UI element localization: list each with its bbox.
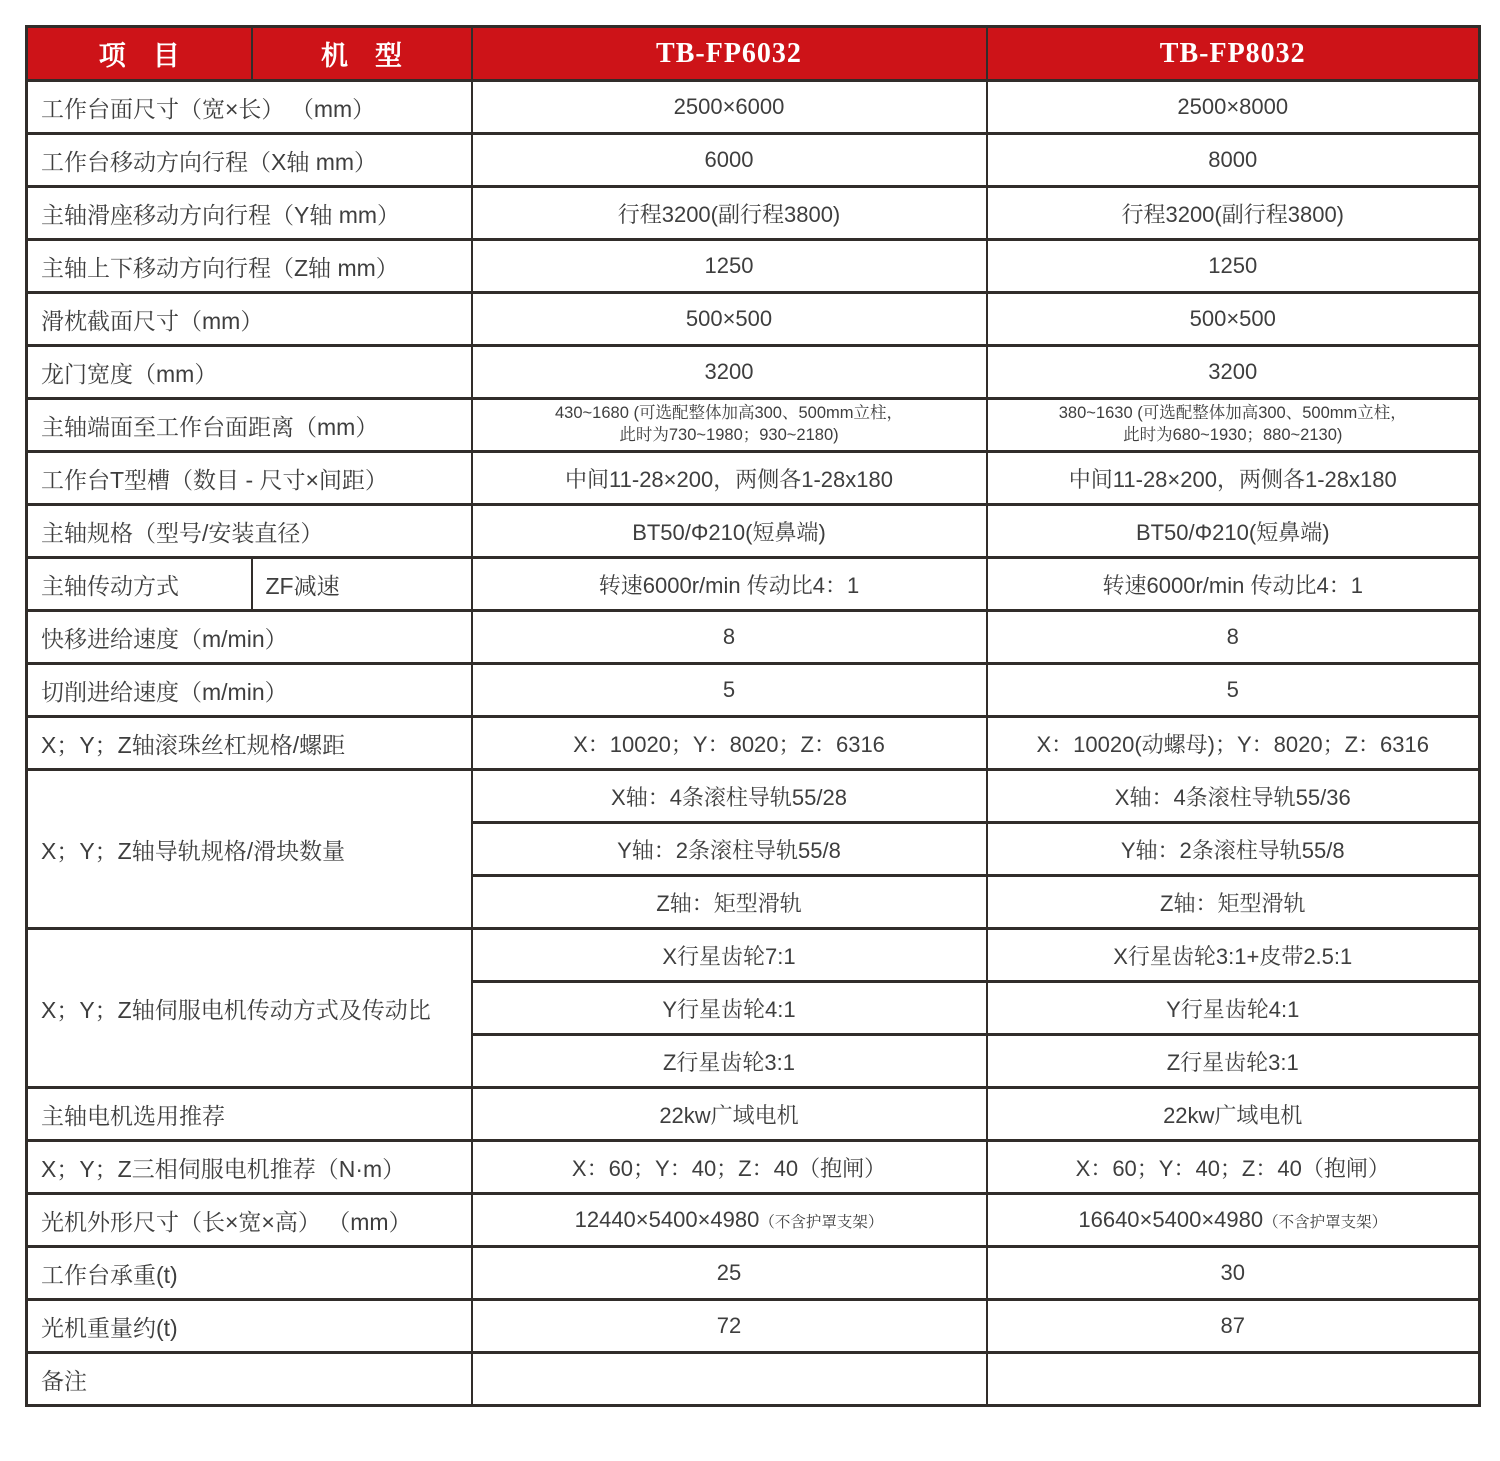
header-item: 项 目 [27, 27, 252, 81]
spec-label: 光机重量约(t) [27, 1300, 472, 1353]
value-fp6032: X行星齿轮7:1 [472, 929, 987, 982]
value-fp8032: 30 [987, 1247, 1480, 1300]
spec-label: X；Y；Z三相伺服电机推荐（N·m） [27, 1141, 472, 1194]
value-fp6032: Y轴：2条滚柱导轨55/8 [472, 823, 987, 876]
value-fp6032: 中间11-28×200，两侧各1-28x180 [472, 452, 987, 505]
value-fp6032: Z行星齿轮3:1 [472, 1035, 987, 1088]
table-row [27, 1141, 1480, 1194]
table-row [27, 1247, 1480, 1300]
value-fp8032: BT50/Φ210(短鼻端) [987, 505, 1480, 558]
value-fp8032: 1250 [987, 240, 1480, 293]
value-fp6032 [472, 1353, 987, 1406]
table-row [27, 1353, 1480, 1406]
spec-label: 光机外形尺寸（长×宽×高） （mm） [27, 1194, 472, 1247]
table-row [27, 770, 1480, 823]
table-row [27, 134, 1480, 187]
value-fp6032 [472, 399, 987, 452]
value-fp8032: 500×500 [987, 293, 1480, 346]
spec-label: 快移进给速度（m/min） [27, 611, 472, 664]
value-line-1: 430~1680 (可选配整体加高300、500mm立柱， [555, 404, 903, 423]
value-fp8032 [987, 399, 1480, 452]
value-fp6032: 500×500 [472, 293, 987, 346]
value-fp8032 [987, 1194, 1480, 1247]
value-fp8032: 行程3200(副行程3800) [987, 187, 1480, 240]
value-fp6032: 8 [472, 611, 987, 664]
value-fp6032: X：60；Y：40；Z：40（抱闸） [472, 1141, 987, 1194]
spec-label: 主轴电机选用推荐 [27, 1088, 472, 1141]
dimension-value: 12440×5400×4980 [574, 1207, 760, 1232]
table-row [27, 717, 1480, 770]
spec-label: 主轴端面至工作台面距离（mm） [27, 399, 472, 452]
table-row [27, 558, 1480, 611]
machine-spec-table [25, 25, 1481, 1407]
spec-label: X；Y；Z轴伺服电机传动方式及传动比 [27, 929, 472, 1088]
header-model-fp8032: TB-FP8032 [987, 27, 1480, 81]
header-model-fp6032: TB-FP6032 [472, 27, 987, 81]
spec-label: X；Y；Z轴导轨规格/滑块数量 [27, 770, 472, 929]
dimension-note: （不含护罩支架） [759, 1214, 884, 1231]
value-fp6032: Y行星齿轮4:1 [472, 982, 987, 1035]
table-row [27, 1300, 1480, 1353]
spec-label: 主轴上下移动方向行程（Z轴 mm） [27, 240, 472, 293]
spec-label: X；Y；Z轴滚珠丝杠规格/螺距 [27, 717, 472, 770]
table-body [27, 81, 1480, 1406]
spec-label: 切削进给速度（m/min） [27, 664, 472, 717]
value-fp6032: X轴：4条滚柱导轨55/28 [472, 770, 987, 823]
value-fp6032: Z轴：矩型滑轨 [472, 876, 987, 929]
value-fp8032 [987, 1353, 1480, 1406]
spec-label: 龙门宽度（mm） [27, 346, 472, 399]
spec-label: 主轴规格（型号/安装直径） [27, 505, 472, 558]
value-fp6032: 1250 [472, 240, 987, 293]
value-fp6032: 6000 [472, 134, 987, 187]
table-row [27, 81, 1480, 134]
value-line-2: 此时为680~1930；880~2130) [1123, 426, 1343, 444]
header-row [27, 27, 1480, 81]
spec-sublabel: ZF减速 [252, 558, 472, 611]
value-fp8032: 中间11-28×200，两侧各1-28x180 [987, 452, 1480, 505]
spec-label: 主轴滑座移动方向行程（Y轴 mm） [27, 187, 472, 240]
table-row [27, 1088, 1480, 1141]
value-fp8032: X行星齿轮3:1+皮带2.5:1 [987, 929, 1480, 982]
value-fp8032: 5 [987, 664, 1480, 717]
table-row [27, 664, 1480, 717]
value-fp8032: 2500×8000 [987, 81, 1480, 134]
spec-label: 主轴传动方式 [27, 558, 252, 611]
table-row [27, 929, 1480, 982]
value-line-1: 380~1630 (可选配整体加高300、500mm立柱， [1058, 404, 1407, 423]
value-fp8032: 8000 [987, 134, 1480, 187]
value-fp8032: 3200 [987, 346, 1480, 399]
spec-label: 工作台面尺寸（宽×长） （mm） [27, 81, 472, 134]
header-model: 机 型 [252, 27, 472, 81]
value-fp8032: Z轴：矩型滑轨 [987, 876, 1480, 929]
dimension-note: （不含护罩支架） [1263, 1214, 1388, 1231]
value-fp8032: X轴：4条滚柱导轨55/36 [987, 770, 1480, 823]
value-fp8032: Z行星齿轮3:1 [987, 1035, 1480, 1088]
value-fp6032: 72 [472, 1300, 987, 1353]
value-fp6032: X：10020；Y：8020；Z：6316 [472, 717, 987, 770]
value-fp6032: 2500×6000 [472, 81, 987, 134]
spec-label: 备注 [27, 1353, 472, 1406]
value-fp8032: X：10020(动螺母)；Y：8020；Z：6316 [987, 717, 1480, 770]
value-fp8032: Y轴：2条滚柱导轨55/8 [987, 823, 1480, 876]
spec-label: 工作台T型槽（数目 - 尺寸×间距） [27, 452, 472, 505]
value-fp8032: 87 [987, 1300, 1480, 1353]
spec-label: 滑枕截面尺寸（mm） [27, 293, 472, 346]
table-header [27, 27, 1480, 81]
spec-label: 工作台承重(t) [27, 1247, 472, 1300]
table-row [27, 1194, 1480, 1247]
value-fp6032: 5 [472, 664, 987, 717]
table-row [27, 187, 1480, 240]
value-fp6032 [472, 1194, 987, 1247]
value-fp8032: X：60；Y：40；Z：40（抱闸） [987, 1141, 1480, 1194]
value-line-2: 此时为730~1980；930~2180) [619, 426, 839, 444]
value-fp8032: Y行星齿轮4:1 [987, 982, 1480, 1035]
value-fp8032: 22kw广域电机 [987, 1088, 1480, 1141]
value-fp6032: 22kw广域电机 [472, 1088, 987, 1141]
table-row [27, 611, 1480, 664]
table-row [27, 452, 1480, 505]
value-fp6032: 行程3200(副行程3800) [472, 187, 987, 240]
spec-label: 工作台移动方向行程（X轴 mm） [27, 134, 472, 187]
value-fp6032: 25 [472, 1247, 987, 1300]
dimension-value: 16640×5400×4980 [1078, 1207, 1264, 1232]
table-row [27, 505, 1480, 558]
value-fp6032: 3200 [472, 346, 987, 399]
value-fp8032: 8 [987, 611, 1480, 664]
table-row [27, 240, 1480, 293]
value-fp6032: BT50/Φ210(短鼻端) [472, 505, 987, 558]
value-fp6032: 转速6000r/min 传动比4：1 [472, 558, 987, 611]
value-fp8032: 转速6000r/min 传动比4：1 [987, 558, 1480, 611]
table-row [27, 293, 1480, 346]
table-row [27, 346, 1480, 399]
table-row [27, 399, 1480, 452]
